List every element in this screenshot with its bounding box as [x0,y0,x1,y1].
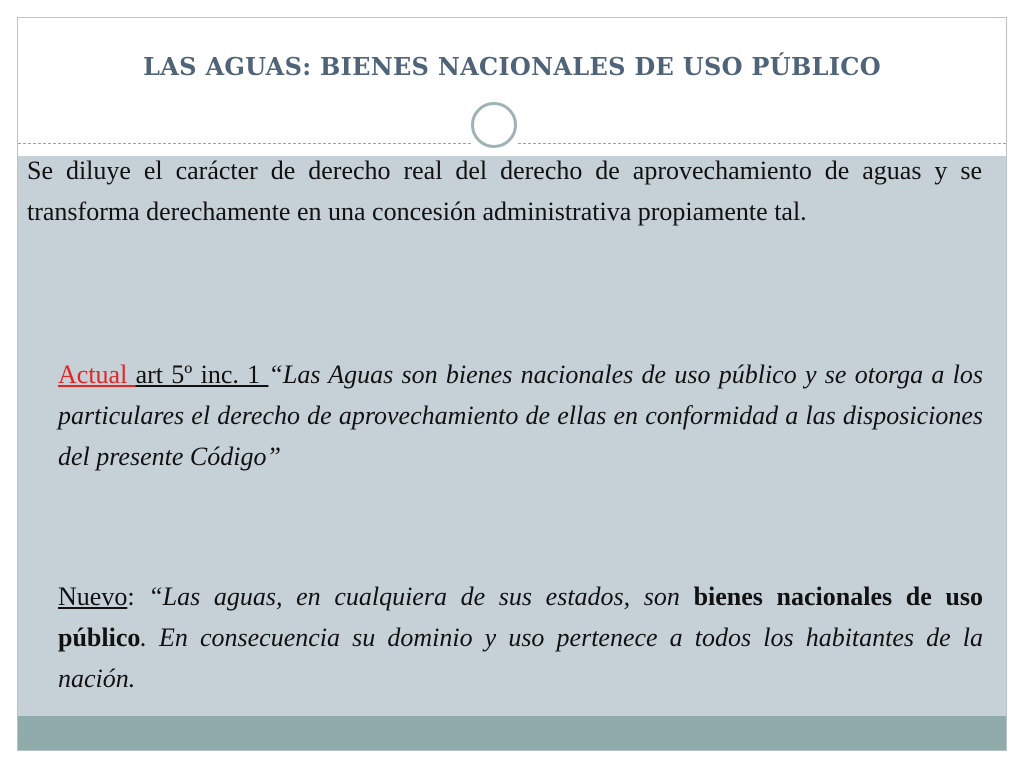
actual-label: Actual [58,360,136,389]
circle-ring-icon [465,96,523,154]
paragraph-intro: Se diluye el carácter de derecho real del derecho de aprovechamiento de aguas y se transforma derechamente en una concesión administrativa propiamente tal. [27,156,982,226]
paragraph-actual [58,354,983,477]
ornament-ring [471,102,517,148]
nuevo-bold-text: bienes nacionales de uso público [58,582,983,652]
paragraph-nuevo [58,576,983,699]
nuevo-colon: : [127,582,149,611]
slide-title: LAS AGUAS: BIENES NACIONALES DE USO PÚBLICO [143,52,881,81]
actual-quote: “Las Aguas son bienes nacionales de uso público y se otorga a los particulares el derecho de aprovechamiento de ellas en conformidad a las disposiciones del presente Código” [58,360,983,471]
nuevo-quote-start: “Las aguas, en cualquiera de sus estados, son [148,582,694,611]
nuevo-quote-end: . En consecuencia su dominio y uso pertenece a todos los habitantes de la nación. [58,623,983,693]
nuevo-label: Nuevo [58,582,128,611]
article-reference: art 5º inc. 1 [135,360,269,389]
bottom-bar [18,716,1006,750]
